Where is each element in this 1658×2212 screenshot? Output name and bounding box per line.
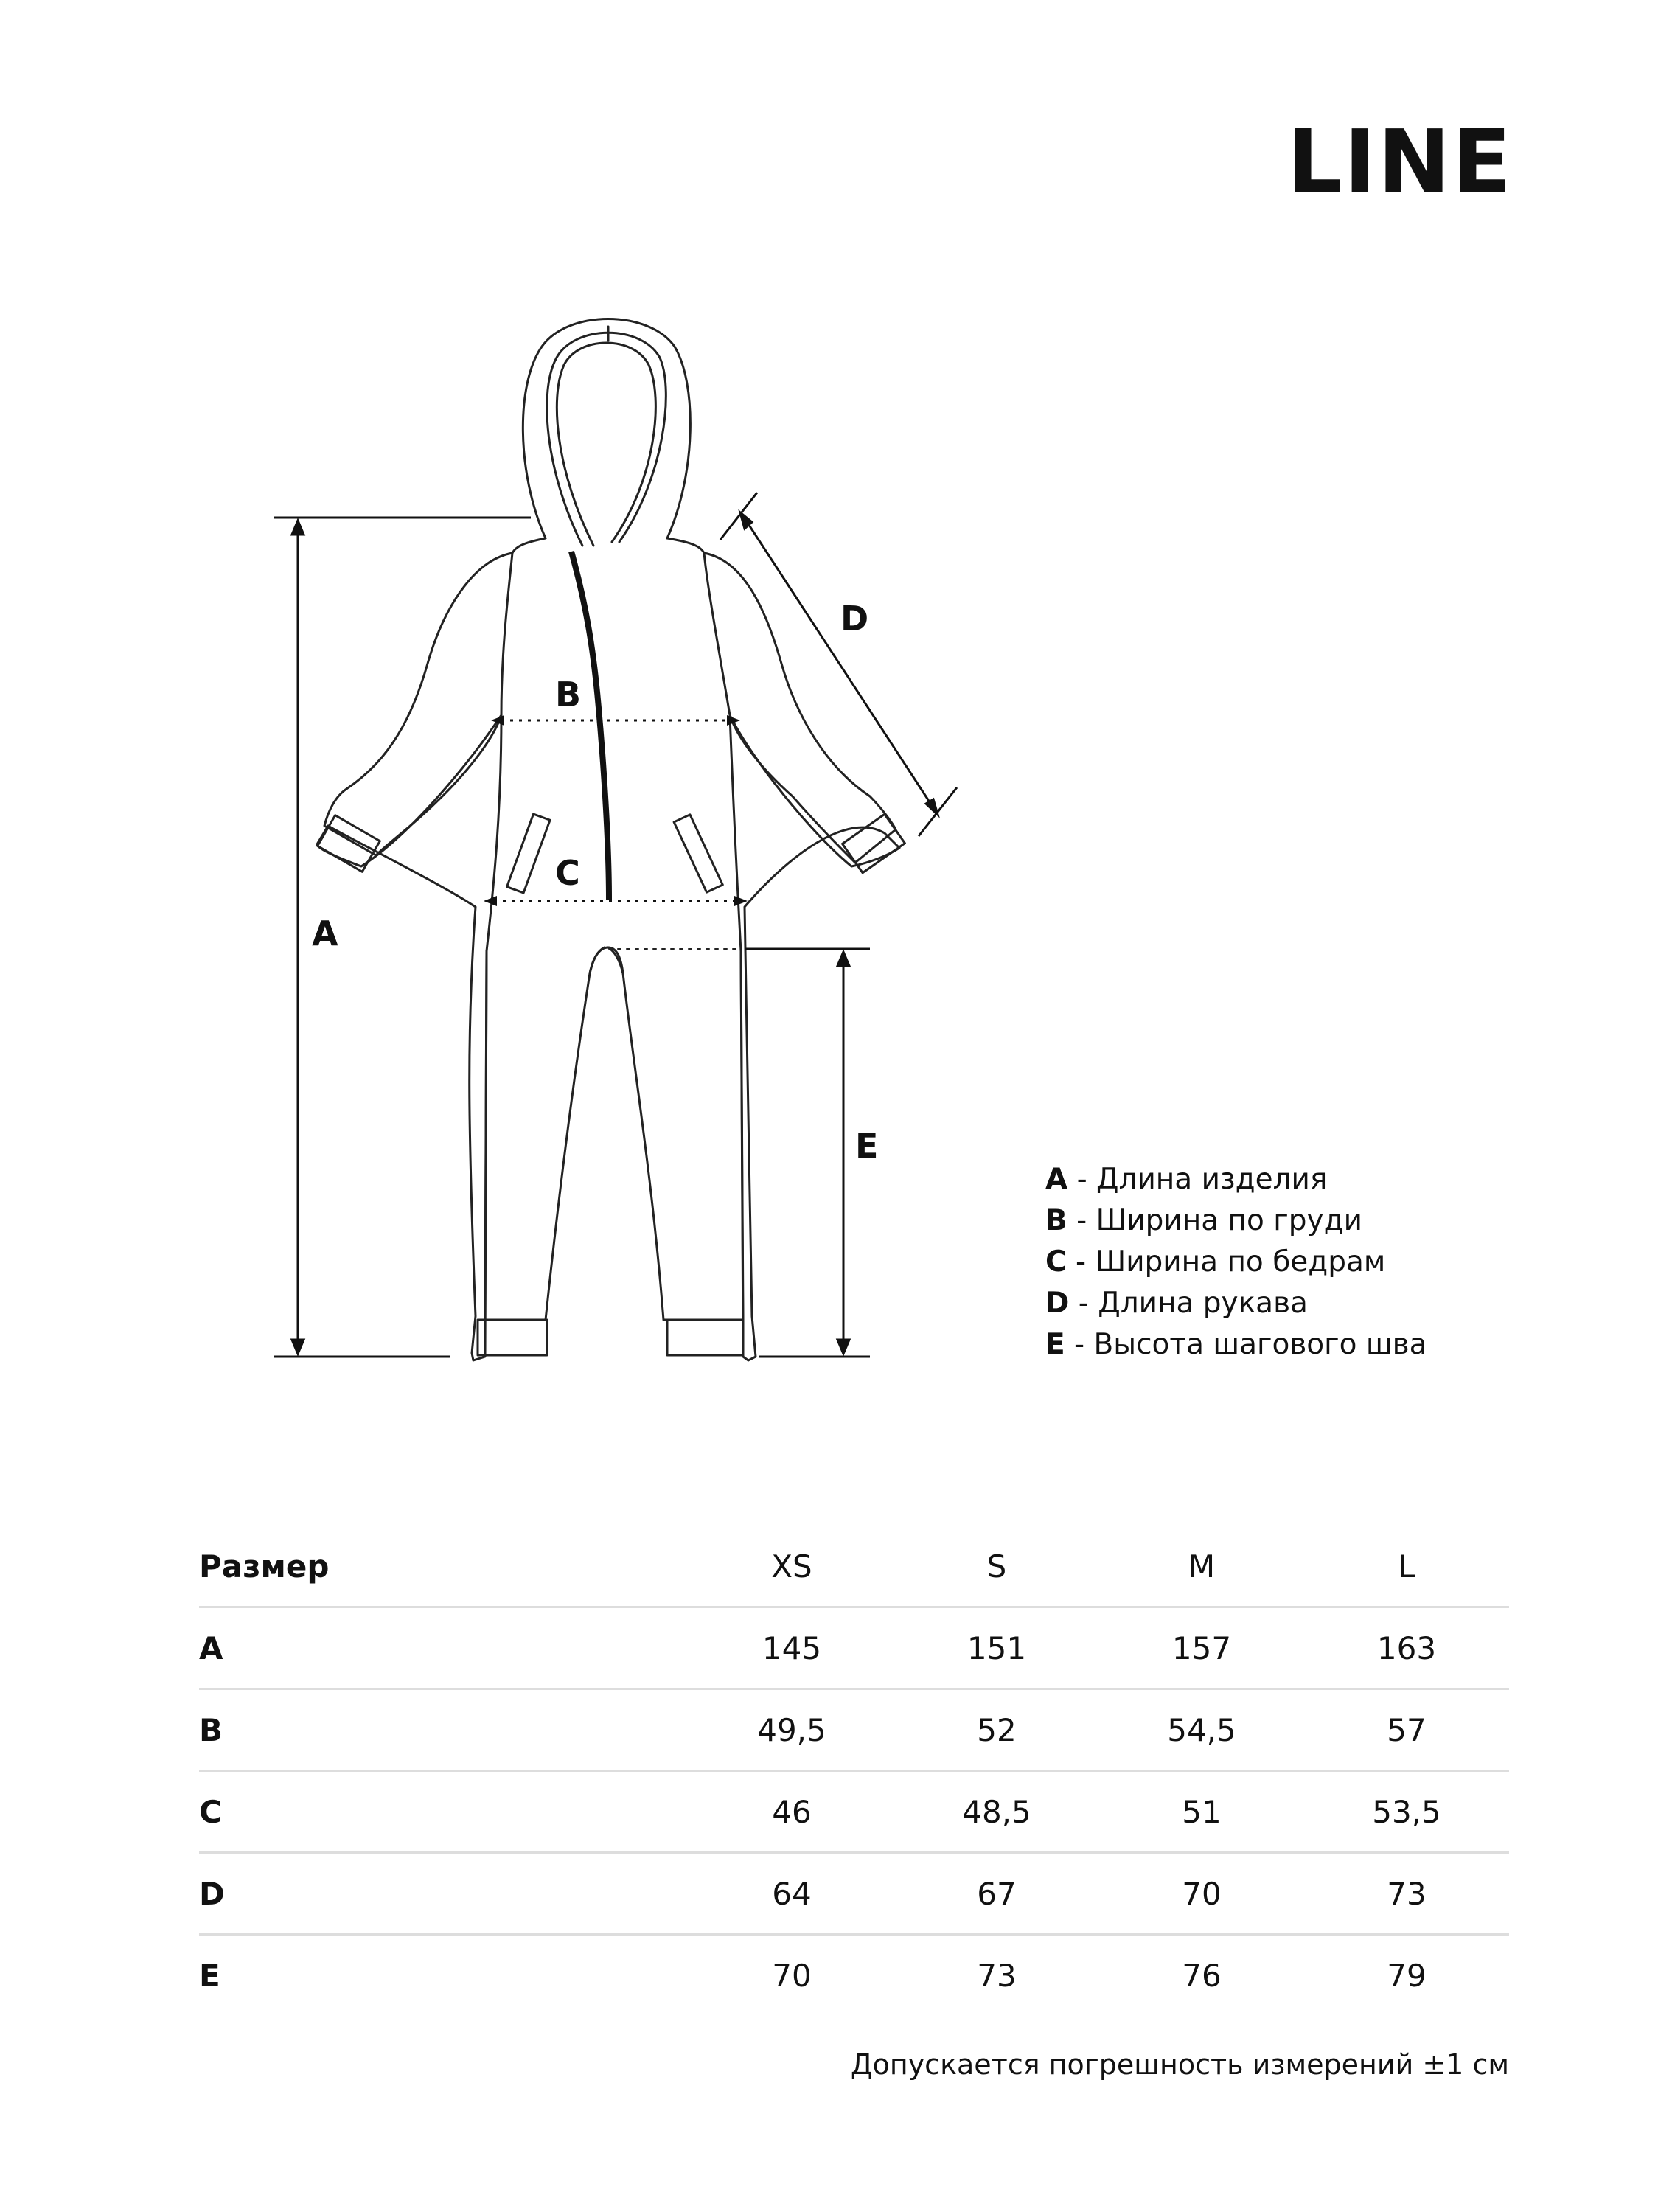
- table-cell: 145: [762, 1630, 822, 1666]
- legend-text: - Длина рукава: [1069, 1287, 1308, 1320]
- table-row: [199, 1935, 1509, 2016]
- legend-item: [1045, 1159, 1427, 1200]
- table-cell: 52: [894, 1689, 1099, 1771]
- left-leg-cuff: [478, 1320, 547, 1355]
- size-column-header: M: [1099, 1526, 1304, 1607]
- legend-text: - Ширина по бедрам: [1066, 1245, 1386, 1279]
- measure-d-tick-top: [720, 493, 757, 540]
- left-leg: [485, 947, 605, 1320]
- row-label: D: [199, 1853, 689, 1935]
- legend-key: A: [1045, 1163, 1068, 1196]
- legend-key: C: [1045, 1245, 1067, 1279]
- table-cell: 163: [1376, 1630, 1437, 1666]
- left-cuff: [318, 815, 380, 872]
- table-cell: 48,5: [894, 1771, 1099, 1853]
- zipper-line: [571, 552, 609, 900]
- measure-a-arrow-top: [292, 521, 304, 535]
- table-cell: 157: [1171, 1630, 1232, 1666]
- measure-d-line: [746, 521, 933, 807]
- measure-d-arrow-bottom: [926, 799, 938, 815]
- body-outline: [317, 538, 546, 1360]
- row-label: B: [199, 1689, 689, 1771]
- measure-c-arrow-left: [484, 896, 497, 906]
- legend-item: [1045, 1324, 1427, 1366]
- legend-item: [1045, 1283, 1427, 1324]
- label-d: D: [840, 599, 869, 639]
- table-cell: 67: [894, 1853, 1099, 1935]
- label-b: B: [555, 675, 582, 714]
- table-header-row: [199, 1526, 1509, 1607]
- table-cell: 151: [966, 1630, 1027, 1666]
- brand-logo: LINE: [1286, 111, 1513, 212]
- table-cell: 73: [894, 1935, 1099, 2016]
- row-label: A: [199, 1630, 223, 1666]
- left-sleeve: [324, 553, 512, 855]
- measure-e-arrow-top: [837, 952, 849, 966]
- table-cell: 49,5: [689, 1689, 894, 1771]
- table-row: [199, 1771, 1509, 1853]
- table-cell: 53,5: [1304, 1771, 1509, 1853]
- legend-text: - Длина изделия: [1067, 1163, 1328, 1196]
- legend-key: D: [1045, 1287, 1070, 1320]
- size-table: [199, 1526, 1509, 2015]
- measure-e-arrow-bottom: [837, 1340, 849, 1354]
- table-row: [199, 1689, 1509, 1771]
- measure-a-arrow-bottom: [292, 1340, 304, 1354]
- table-cell: 64: [689, 1853, 894, 1935]
- hood-inner: [557, 343, 655, 546]
- table-cell: 76: [1099, 1935, 1304, 2016]
- table-cell: 46: [689, 1771, 894, 1853]
- left-pocket: [507, 814, 550, 893]
- size-column-header: L: [1304, 1526, 1509, 1607]
- measurement-tolerance-note: Допускается погрешность измерений ±1 см: [850, 2048, 1509, 2081]
- label-e: E: [855, 1126, 879, 1166]
- table-cell: 70: [689, 1935, 894, 2016]
- legend-text: - Высота шагового шва: [1065, 1328, 1427, 1361]
- row-label: C: [199, 1771, 689, 1853]
- table-cell: 51: [1099, 1771, 1304, 1853]
- measurement-legend: [1045, 1159, 1427, 1366]
- size-header: Размер: [199, 1526, 689, 1607]
- size-column-header: XS: [689, 1526, 894, 1607]
- table-cell: 57: [1304, 1689, 1509, 1771]
- legend-item: [1045, 1242, 1427, 1283]
- legend-text: - Ширина по груди: [1067, 1204, 1362, 1237]
- legend-key: E: [1045, 1328, 1065, 1361]
- label-a: A: [312, 914, 338, 953]
- legend-key: B: [1045, 1204, 1067, 1237]
- table-row: [199, 1607, 1509, 1689]
- row-label: E: [199, 1935, 689, 2016]
- right-leg-cuff: [667, 1320, 743, 1355]
- label-c: C: [555, 853, 580, 893]
- table-cell: 79: [1304, 1935, 1509, 2016]
- legend-item: [1045, 1200, 1427, 1242]
- table-cell: 54,5: [1099, 1689, 1304, 1771]
- right-leg: [608, 947, 743, 1320]
- table-row: [199, 1853, 1509, 1935]
- right-pocket: [674, 815, 722, 892]
- table-cell: 73: [1304, 1853, 1509, 1935]
- size-column-header: S: [894, 1526, 1099, 1607]
- table-cell: 70: [1099, 1853, 1304, 1935]
